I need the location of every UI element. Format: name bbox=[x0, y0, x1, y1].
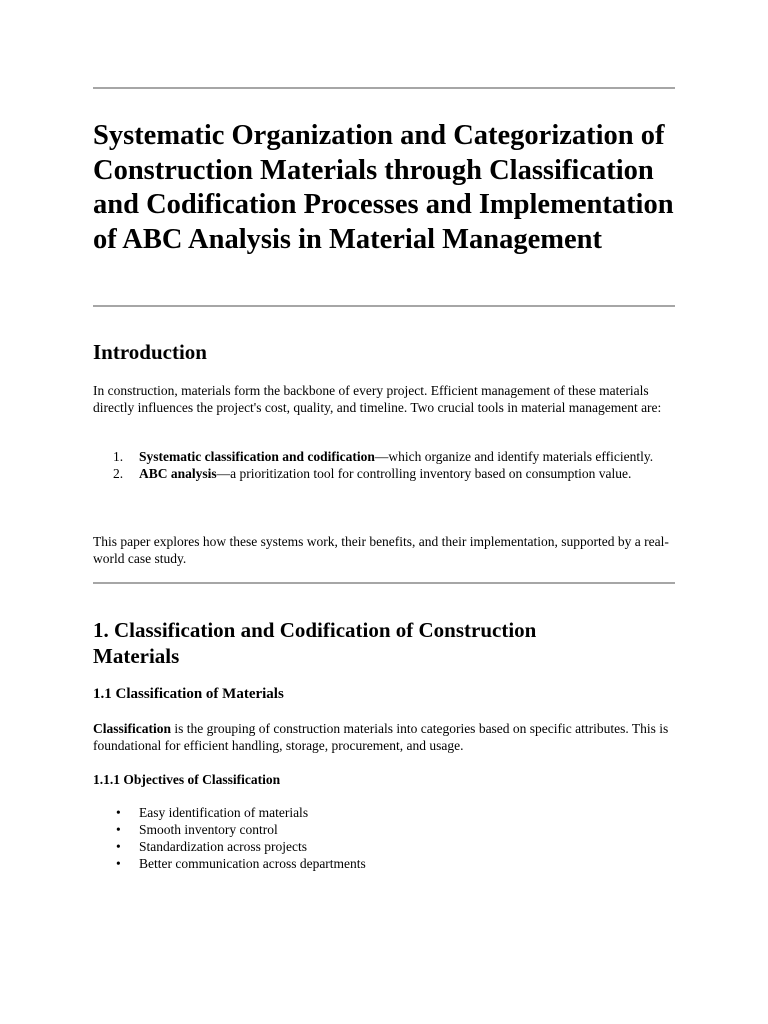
list-item bbox=[93, 838, 675, 855]
list-item-text: Standardization across projects bbox=[139, 839, 307, 854]
list-item-text: Smooth inventory control bbox=[139, 822, 278, 837]
list-item bbox=[93, 448, 675, 465]
bullet-icon: • bbox=[116, 856, 121, 871]
list-item-text: Easy identification of materials bbox=[139, 805, 309, 820]
horizontal-rule-after-introduction bbox=[93, 582, 675, 584]
bullet-icon: • bbox=[116, 822, 121, 837]
list-item-text: Better communication across departments bbox=[139, 856, 366, 871]
introduction-paragraph: In construction, materials form the backbone of every project. Efficient management of these materials directly influences the project's cost, quality, and timeline. Two crucial tools in material management are: bbox=[93, 383, 662, 415]
classification-term: Classification bbox=[93, 721, 172, 736]
document-title: Systematic Organization and Categorization of Construction Materials through Classification and Codification Processes and Implementation of ABC Analysis in Material Management bbox=[93, 120, 674, 255]
horizontal-rule-top bbox=[93, 87, 675, 89]
bullet-icon: • bbox=[116, 805, 121, 820]
section-1-heading: 1. Classification and Codification of Construction Materials bbox=[93, 618, 537, 668]
list-item-text: —which organize and identify materials efficiently. bbox=[374, 449, 654, 464]
list-item bbox=[93, 804, 675, 821]
objectives-heading: 1.1.1 Objectives of Classification bbox=[93, 772, 281, 787]
list-marker: 1. bbox=[113, 449, 124, 464]
introduction-heading: Introduction bbox=[93, 340, 207, 364]
list-marker: 2. bbox=[113, 466, 124, 481]
list-item-bold: Systematic classification and codification bbox=[139, 449, 375, 464]
list-item-text: —a prioritization tool for controlling inventory based on consumption value. bbox=[216, 466, 632, 481]
section-1-1-heading: 1.1 Classification of Materials bbox=[93, 686, 284, 702]
introduction-list bbox=[93, 448, 675, 482]
objectives-list bbox=[93, 804, 675, 872]
classification-definition: is the grouping of construction materials into categories based on specific attributes. This is foundational for efficient handling, storage, procurement, and usage. bbox=[93, 721, 669, 753]
list-item bbox=[93, 465, 675, 482]
list-item bbox=[93, 821, 675, 838]
list-item-bold: ABC analysis bbox=[139, 466, 217, 481]
list-item bbox=[93, 855, 675, 872]
horizontal-rule-after-title bbox=[93, 305, 675, 307]
classification-paragraph bbox=[93, 720, 675, 754]
introduction-closing-paragraph: This paper explores how these systems work, their benefits, and their implementation, supported by a real-world case study. bbox=[93, 534, 669, 566]
bullet-icon: • bbox=[116, 839, 121, 854]
